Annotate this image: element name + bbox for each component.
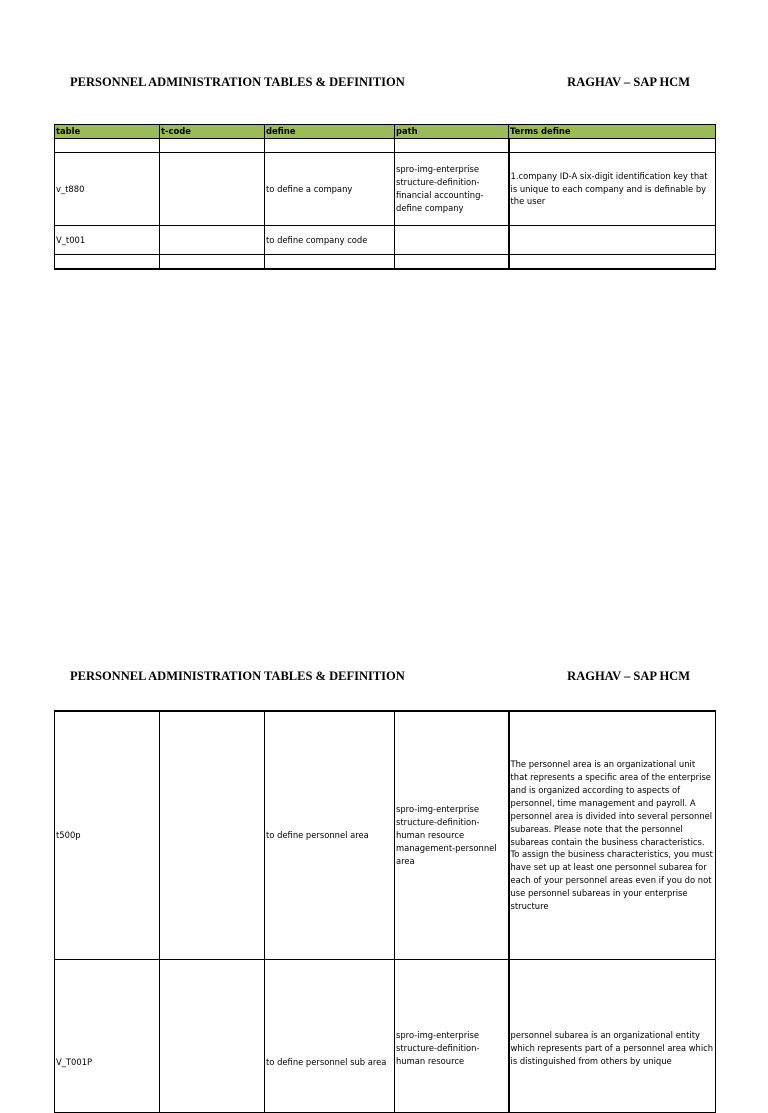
table-header-row <box>55 125 716 139</box>
document-author: RAGHAV – SAP HCM <box>567 75 690 89</box>
table-row <box>55 711 716 960</box>
table-row <box>55 139 716 153</box>
definitions-table-continued <box>54 710 716 1113</box>
cell-path: spro-img-enterprise structure-definition-human resource management-personnel area <box>395 711 509 960</box>
cell-path: spro-img-enterprise structure-definition-human resource <box>395 960 509 1113</box>
column-header-path: path <box>395 125 509 139</box>
cell-table: t500p <box>55 711 160 960</box>
cell-terms: personnel subarea is an organizational entity which represents part of a personnel area which is distinguished from others by unique <box>509 960 716 1113</box>
cell-tcode <box>160 711 265 960</box>
cell-define: to define a company <box>265 153 395 226</box>
cell-define: to define personnel area <box>265 711 395 960</box>
cell-terms: 1.company ID-A six-digit identification key that is unique to each company and is definable by the user <box>509 153 716 226</box>
cell-define: to define personnel sub area <box>265 960 395 1113</box>
column-header-tcode: t-code <box>160 125 265 139</box>
cell-path: spro-img-enterprise structure-definition-financial accounting-define company <box>395 153 509 226</box>
cell-table: v_t880 <box>55 153 160 226</box>
cell-path <box>395 226 509 255</box>
document-author: RAGHAV – SAP HCM <box>567 669 690 683</box>
table-row <box>55 255 716 270</box>
table-row <box>55 226 716 255</box>
cell-terms <box>509 226 716 255</box>
column-header-terms: Terms define <box>509 125 716 139</box>
column-header-table: table <box>55 125 160 139</box>
document-title: PERSONNEL ADMINISTRATION TABLES & DEFINITION <box>70 75 405 89</box>
cell-define: to define company code <box>265 226 395 255</box>
table-row <box>55 153 716 226</box>
definitions-table <box>54 124 716 270</box>
cell-table: V_t001 <box>55 226 160 255</box>
column-header-define: define <box>265 125 395 139</box>
page-header <box>70 669 690 685</box>
table-row <box>55 960 716 1113</box>
page-header <box>70 75 690 91</box>
cell-table: V_T001P <box>55 960 160 1113</box>
cell-terms: The personnel area is an organizational unit that represents a specific area of the enterprise and is organized according to aspects of personnel, time management and payroll. A personnel area is divided into several personnel subareas. Please note that the personnel subareas contain the business characteristics. To assign the business characteristics, you must have set up at least one personnel subarea for each of your personnel areas even if you do not use personnel subareas in your enterprise structure <box>509 711 716 960</box>
cell-tcode <box>160 226 265 255</box>
cell-tcode <box>160 960 265 1113</box>
cell-tcode <box>160 153 265 226</box>
document-title: PERSONNEL ADMINISTRATION TABLES & DEFINITION <box>70 669 405 683</box>
